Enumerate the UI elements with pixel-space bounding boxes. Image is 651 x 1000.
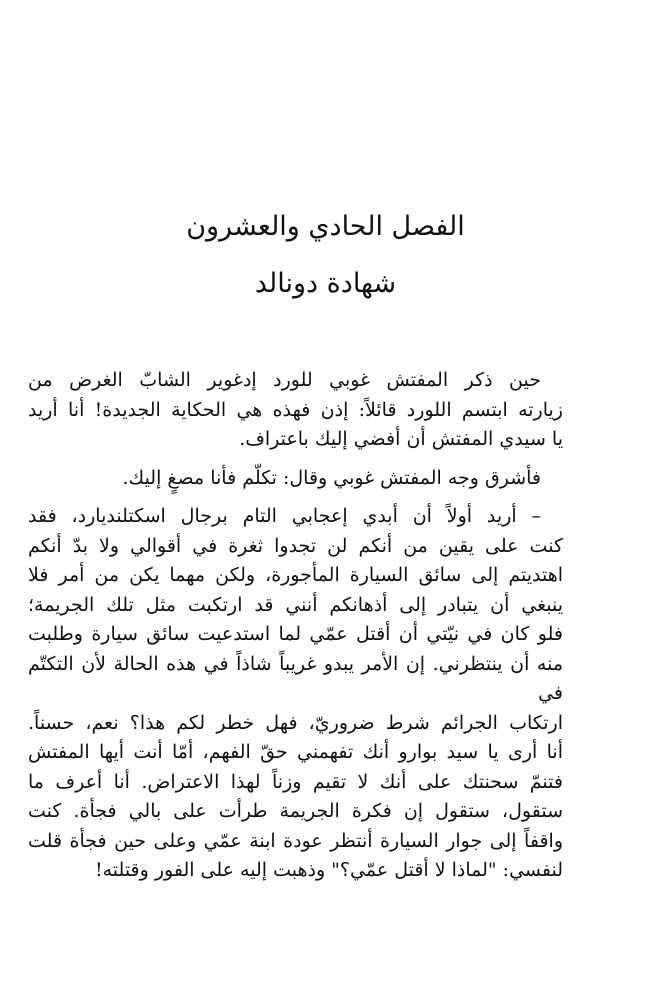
text-line: كنت على يقين من أنكم لن تجدوا ثغرة في أقوالي ولا بدّ أنكم — [28, 534, 563, 557]
text-line: – أريد أولاً أن أبدي إعجابي التام برجال اسكتلنديارد، فقد — [28, 505, 541, 527]
text-line: يا سيدي المفتش أن أفضي إليك باعتراف. — [239, 428, 563, 450]
text-line: زيارته ابتسم اللورد قائلاً: إذن فهذه هي الحكاية الجديدة! أنا أريد — [28, 398, 563, 421]
text-line: واقفاً إلى جوار السيارة أنتظر عودة ابنة عمّي وعلى حين فجأة قلت — [28, 829, 563, 852]
chapter-title: الفصل الحادي والعشرون — [186, 211, 465, 242]
text-line: اهتديتم إلى سائق السيارة المأجورة، ولكن مهما يكن من أمر فلا — [28, 564, 563, 586]
text-line: ينبغي أن يتبادر إلى أذهانكم أنني قد ارتكبت مثل تلك الجريمة؛ — [28, 593, 563, 616]
text-line: أنا أرى يا سيد بوارو أنك تفهمني حقّ الفهم، أمّا أنت أيها المفتش — [28, 741, 563, 763]
text-line: منه أن ينتظرني. إن الأمر يبدو غريباً شاذاً في هذه الحالة لأن التكتّم في — [28, 652, 563, 704]
text-line: ستقول، ستقول إن فكرة الجريمة طرأت على بالي فجأة. كنت — [28, 800, 563, 822]
text-line: ارتكاب الجرائم شرط ضروريّ، فهل خطر لكم هذا؟ نعم، حسناً. — [28, 711, 563, 734]
paragraph — [28, 366, 563, 455]
text-line: فلو كان في نيّتي أن أقتل عمّي لما استدعيت سائق سيارة وطلبت — [28, 623, 563, 645]
paragraph — [28, 502, 563, 886]
text-line: فأشرق وجه المفتش غوبي وقال: تكلّم فأنا مصغٍ إليك. — [122, 466, 541, 489]
text-line: لنفسي: "لماذا لا أقتل عمّي؟" وذهبت إليه على الفور وقتلته! — [94, 859, 563, 881]
chapter-body — [28, 366, 563, 886]
chapter-subtitle: شهادة دونالد — [254, 268, 397, 299]
text-line: فتنمّ سحنتك على أنك لا تقيم وزناً لهذا الاعتراض. أنا أعرف ما — [28, 770, 563, 793]
text-line: حين ذكر المفتش غوبي للورد إدغوير الشابّ الغرض من — [28, 369, 541, 391]
paragraph — [28, 464, 563, 494]
